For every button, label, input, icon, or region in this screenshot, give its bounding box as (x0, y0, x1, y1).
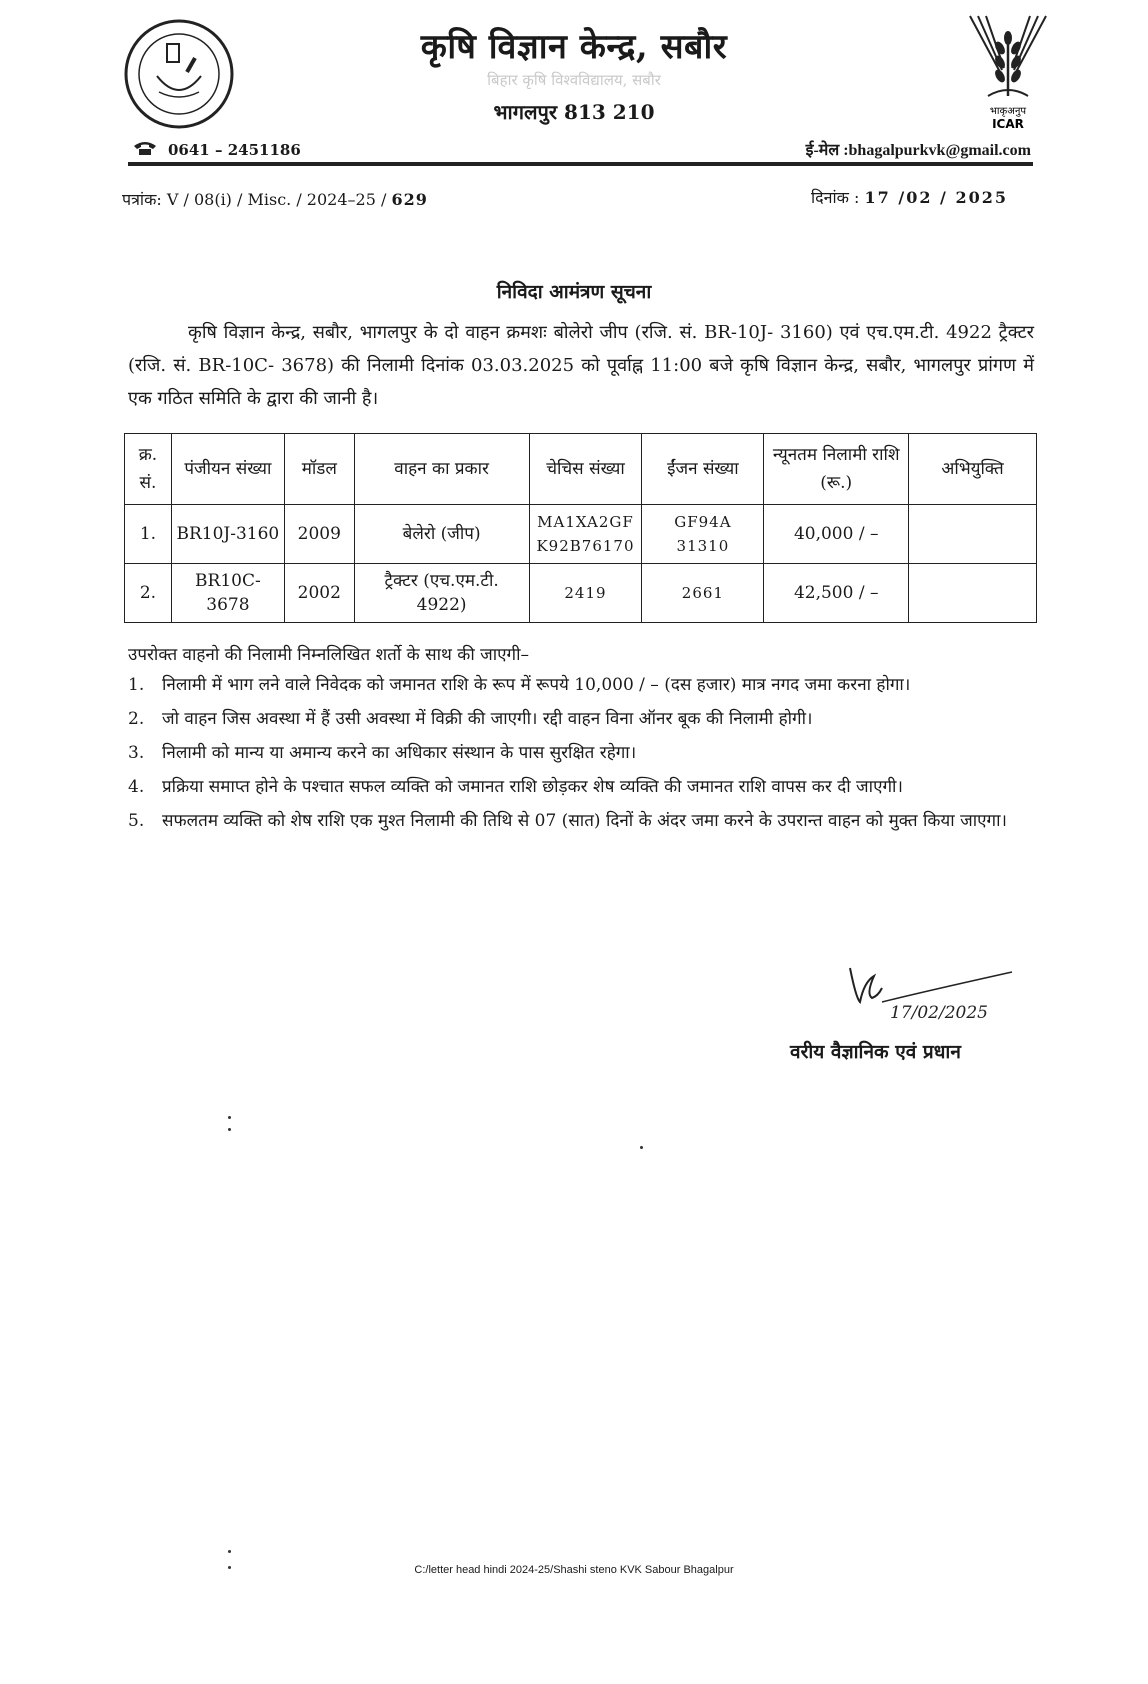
header-registration: पंजीयन संख्या (171, 434, 284, 505)
list-item (128, 738, 1028, 768)
phone-line (132, 140, 301, 160)
list-item (128, 772, 1028, 802)
vehicle-table (124, 433, 1037, 623)
org-address: भागलपुर 813 210 (493, 100, 655, 124)
header-model: मॉडल (284, 434, 354, 505)
list-item (128, 704, 1028, 734)
email-address: ई-मेल :bhagalpurkvk@gmail.com (805, 142, 1031, 159)
scan-speck (228, 1116, 231, 1119)
notice-title: निविदा आमंत्रण सूचना (496, 281, 652, 303)
signatory-designation: वरीय वैज्ञानिक एवं प्रधान (790, 1041, 961, 1063)
item-text: प्रक्रिया समाप्त होने के पश्चात सफल व्यक्ति को जमानत राशि छोड़कर शेष व्यक्ति की जमानत राशि वापस कर दी जाएगी। (162, 777, 903, 797)
header-chassis: चेचिस संख्या (529, 434, 642, 505)
cell-min-bid: 40,000 / – (764, 505, 909, 564)
header-serial: क्र. सं. (125, 434, 172, 505)
item-text: निलामी को मान्य या अमान्य करने का अधिकार संस्थान के पास सुरक्षित रहेगा। (162, 743, 637, 763)
header-min-bid: न्यूनतम निलामी राशि (रू.) (764, 434, 909, 505)
cell-remarks (909, 505, 1037, 564)
cell-model: 2002 (284, 564, 354, 623)
svg-text:भाकृअनुप: भाकृअनुप (989, 106, 1027, 117)
cell-vehicle-type: ट्रैक्टर (एच.एम.टी. 4922) (354, 564, 529, 623)
university-line: बिहार कृषि विश्वविद्यालय, सबौर (487, 71, 661, 89)
list-item (128, 670, 1028, 700)
list-item (128, 806, 1028, 836)
conditions-heading: उपरोक्त वाहनो की निलामी निम्नलिखित शर्तो के साथ की जाएगी– (128, 645, 530, 665)
org-name: कृषि विज्ञान केन्द्र, सबौर (420, 27, 728, 67)
telephone-icon (132, 140, 158, 160)
cell-model: 2009 (284, 505, 354, 564)
header-vehicle-type: वाहन का प्रकार (354, 434, 529, 505)
phone-number: 0641 – 2451186 (168, 141, 301, 159)
item-text: निलामी में भाग लने वाले निवेदक को जमानत राशि के रूप में रूपये 10,000 / – (दस हजार) मात्र नगद जमा करना होगा। (162, 675, 911, 695)
header-remarks: अभियुक्ति (909, 434, 1037, 505)
svg-text:ICAR: ICAR (992, 117, 1024, 131)
date-label: दिनांक : (811, 188, 860, 207)
notice-intro: कृषि विज्ञान केन्द्र, सबौर, भागलपुर के दो वाहन क्रमशः बोलेरो जीप (रजि. सं. BR-10J- 3160) एवं एच.एम.टी. 4922 ट्रैक्टर (रजि. सं. BR-10C- 3678) की निलामी दिनांक 03.03.2025 को पूर्वाह्न 11:00 बजे कृषि विज्ञान केन्द्र, सबौर, भागलपुर प्रांगण में एक गठित समिति के द्वारा की जानी है। (128, 322, 1034, 409)
cell-serial: 2. (125, 564, 172, 623)
cell-engine: 2661 (642, 564, 764, 623)
table-header-row (125, 434, 1037, 505)
reference-text: V / 08(i) / Misc. / 2024–25 / (166, 190, 387, 209)
cell-chassis: MA1XA2GF K92B76170 (529, 505, 642, 564)
item-number: 2. (128, 709, 145, 729)
table-row (125, 564, 1037, 623)
scan-speck (640, 1146, 643, 1149)
handwritten-signature (842, 962, 1022, 1024)
cell-engine: GF94A 31310 (642, 505, 764, 564)
cell-min-bid: 42,500 / – (764, 564, 909, 623)
reference-serial: 629 (391, 190, 428, 209)
cell-vehicle-type: बेलेरो (जीप) (354, 505, 529, 564)
item-number: 1. (128, 675, 145, 695)
date-value: 17 /02 / 2025 (864, 188, 1008, 207)
item-number: 4. (128, 777, 145, 797)
cell-chassis: 2419 (529, 564, 642, 623)
reference-number (122, 188, 428, 210)
item-text: जो वाहन जिस अवस्था में हैं उसी अवस्था में विक्री की जाएगी। रद्दी वाहन विना ऑनर बूक की निलामी होगी। (162, 709, 813, 729)
footer-file-path: C:/letter head hindi 2024-25/Shashi steno KVK Sabour Bhagalpur (414, 1564, 734, 1576)
cell-remarks (909, 564, 1037, 623)
cell-registration: BR10C-3678 (171, 564, 284, 623)
svg-text:17/02/2025: 17/02/2025 (890, 1003, 988, 1023)
item-number: 3. (128, 743, 145, 763)
scan-speck (228, 1128, 231, 1131)
cell-registration: BR10J-3160 (171, 505, 284, 564)
conditions-list (128, 670, 1028, 840)
item-number: 5. (128, 811, 145, 831)
header-divider (128, 162, 1033, 166)
cell-serial: 1. (125, 505, 172, 564)
item-text: सफलतम व्यक्ति को शेष राशि एक मुश्त निलामी की तिथि से 07 (सात) दिनों के अंदर जमा करने के उपरान्त वाहन को मुक्त किया जाएगा। (162, 811, 1007, 831)
header-engine: ईंजन संख्या (642, 434, 764, 505)
letter-date (811, 186, 1008, 208)
table-row (125, 505, 1037, 564)
scan-speck (228, 1550, 231, 1553)
reference-label: पत्रांक: (122, 190, 162, 209)
